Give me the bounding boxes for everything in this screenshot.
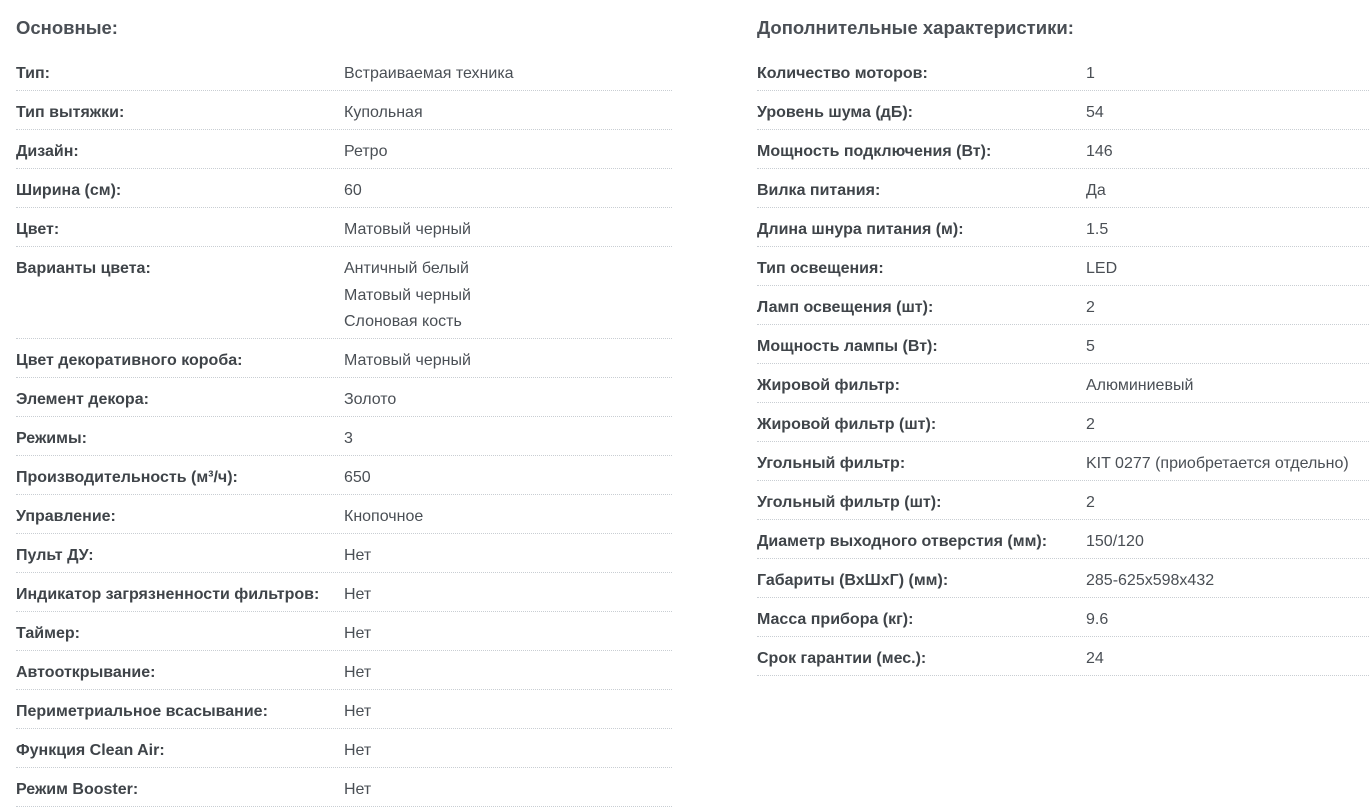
spec-values	[1086, 103, 1369, 122]
spec-value: 2	[1086, 416, 1095, 433]
spec-row	[16, 768, 672, 807]
spec-name: Срок гарантии (мес.):	[757, 650, 927, 667]
spec-name: Пульт ДУ:	[16, 547, 94, 564]
spec-name: Режимы:	[16, 430, 87, 447]
spec-row	[757, 442, 1369, 481]
spec-row	[16, 573, 672, 612]
spec-value: Нет	[344, 547, 372, 564]
spec-values	[344, 351, 672, 370]
spec-values	[344, 780, 672, 799]
spec-value: Матовый черный	[344, 221, 471, 238]
spec-name: Ширина (см):	[16, 182, 122, 199]
spec-values	[1086, 532, 1369, 551]
spec-name: Варианты цвета:	[16, 260, 151, 277]
spec-value: 1.5	[1086, 221, 1109, 238]
spec-values	[344, 181, 672, 200]
spec-value: Нет	[344, 625, 372, 642]
spec-name: Функция Clean Air:	[16, 742, 165, 759]
spec-name: Индикатор загрязненности фильтров:	[16, 586, 320, 603]
spec-values	[344, 702, 672, 721]
spec-row	[16, 339, 672, 378]
spec-values	[1086, 415, 1369, 434]
spec-values	[344, 507, 672, 526]
spec-name: Вилка питания:	[757, 182, 881, 199]
spec-values	[344, 546, 672, 565]
spec-values	[344, 259, 672, 331]
spec-row	[16, 417, 672, 456]
spec-name: Диаметр выходного отверстия (мм):	[757, 533, 1048, 550]
spec-row	[757, 208, 1369, 247]
spec-value: Нет	[344, 742, 372, 759]
spec-values	[1086, 259, 1369, 278]
spec-values	[1086, 454, 1369, 473]
spec-name: Масса прибора (кг):	[757, 611, 914, 628]
spec-values	[344, 142, 672, 161]
spec-name: Тип:	[16, 65, 50, 82]
spec-row	[16, 729, 672, 768]
spec-name: Периметриальное всасывание:	[16, 703, 268, 720]
spec-row	[757, 598, 1369, 637]
spec-name: Режим Booster:	[16, 781, 139, 798]
spec-name: Мощность лампы (Вт):	[757, 338, 938, 355]
spec-row	[757, 286, 1369, 325]
spec-value: 5	[1086, 338, 1095, 355]
spec-row	[757, 91, 1369, 130]
spec-values	[344, 585, 672, 604]
spec-value: 650	[344, 469, 371, 486]
spec-values	[1086, 610, 1369, 629]
spec-name: Жировой фильтр (шт):	[757, 416, 937, 433]
spec-name: Габариты (ВхШхГ) (мм):	[757, 572, 949, 589]
spec-values	[1086, 571, 1369, 590]
spec-value: Матовый черный	[344, 352, 471, 369]
spec-row	[757, 52, 1369, 91]
basic-specs-section	[16, 0, 672, 807]
spec-value: Слоновая кость	[344, 313, 462, 330]
spec-name: Тип вытяжки:	[16, 104, 125, 121]
spec-row	[16, 208, 672, 247]
spec-row	[757, 130, 1369, 169]
spec-value: Да	[1086, 182, 1106, 199]
spec-value: 3	[344, 430, 353, 447]
spec-row	[16, 91, 672, 130]
spec-value: 24	[1086, 650, 1104, 667]
spec-value: Ретро	[344, 143, 388, 160]
spec-row	[757, 364, 1369, 403]
spec-row	[16, 534, 672, 573]
spec-values	[344, 741, 672, 760]
spec-name: Длина шнура питания (м):	[757, 221, 964, 238]
spec-value: Золото	[344, 391, 397, 408]
spec-name: Дизайн:	[16, 143, 79, 160]
spec-name: Элемент декора:	[16, 391, 149, 408]
spec-value: 2	[1086, 494, 1095, 511]
spec-value: 285-625x598x432	[1086, 572, 1215, 589]
spec-name: Количество моторов:	[757, 65, 928, 82]
spec-values	[344, 64, 672, 83]
spec-row	[757, 637, 1369, 676]
spec-values	[1086, 337, 1369, 356]
spec-row	[757, 520, 1369, 559]
spec-row	[16, 495, 672, 534]
spec-value: 150/120	[1086, 533, 1144, 550]
spec-name: Мощность подключения (Вт):	[757, 143, 992, 160]
spec-name: Угольный фильтр:	[757, 455, 906, 472]
spec-name: Автооткрывание:	[16, 664, 156, 681]
spec-row	[757, 559, 1369, 598]
spec-name: Уровень шума (дБ):	[757, 104, 913, 121]
spec-row	[757, 481, 1369, 520]
spec-row	[16, 169, 672, 208]
basic-specs-title: Основные:	[16, 17, 118, 38]
spec-value: LED	[1086, 260, 1118, 277]
spec-row	[16, 247, 672, 339]
spec-values	[1086, 298, 1369, 317]
spec-value: 9.6	[1086, 611, 1109, 628]
spec-value: 54	[1086, 104, 1104, 121]
spec-value: 1	[1086, 65, 1095, 82]
spec-value: Встраиваемая техника	[344, 65, 514, 82]
additional-specs-list	[757, 52, 1369, 676]
spec-row	[16, 378, 672, 417]
spec-values	[344, 468, 672, 487]
spec-value: Матовый черный	[344, 286, 471, 304]
spec-row	[16, 690, 672, 729]
spec-value: Нет	[344, 781, 372, 798]
basic-specs-list	[16, 52, 672, 807]
spec-value: KIT 0277 (приобретается отдельно)	[1086, 455, 1349, 472]
spec-value: 146	[1086, 143, 1113, 160]
spec-values	[1086, 376, 1369, 395]
spec-name: Производительность (м³/ч):	[16, 469, 238, 486]
spec-values	[344, 103, 672, 122]
spec-row	[757, 247, 1369, 286]
spec-row	[757, 403, 1369, 442]
spec-value: 2	[1086, 299, 1095, 316]
spec-value: Алюминиевый	[1086, 377, 1194, 394]
spec-name: Цвет:	[16, 221, 60, 238]
spec-row	[16, 130, 672, 169]
spec-row	[16, 651, 672, 690]
spec-value: Нет	[344, 664, 372, 681]
spec-name: Угольный фильтр (шт):	[757, 494, 942, 511]
spec-values	[344, 220, 672, 239]
spec-name: Управление:	[16, 508, 116, 525]
spec-name: Ламп освещения (шт):	[757, 299, 934, 316]
spec-values	[1086, 649, 1369, 668]
spec-values	[344, 624, 672, 643]
spec-row	[16, 456, 672, 495]
spec-values	[1086, 64, 1369, 83]
spec-row	[16, 612, 672, 651]
spec-value: Античный белый	[344, 260, 469, 277]
spec-row	[757, 169, 1369, 208]
spec-name: Жировой фильтр:	[757, 377, 900, 394]
spec-values	[1086, 220, 1369, 239]
additional-specs-title: Дополнительные характеристики:	[757, 17, 1074, 38]
spec-name: Таймер:	[16, 625, 80, 642]
additional-specs-section	[757, 0, 1369, 676]
spec-row	[757, 325, 1369, 364]
spec-row	[16, 52, 672, 91]
spec-value: Нет	[344, 703, 372, 720]
spec-values	[1086, 493, 1369, 512]
spec-name: Тип освещения:	[757, 260, 884, 277]
spec-value: Купольная	[344, 104, 423, 121]
spec-values	[344, 429, 672, 448]
spec-values	[1086, 181, 1369, 200]
spec-value: Кнопочное	[344, 508, 424, 525]
spec-value: Нет	[344, 586, 372, 603]
spec-values	[344, 390, 672, 409]
spec-values	[1086, 142, 1369, 161]
spec-values	[344, 663, 672, 682]
spec-name: Цвет декоративного короба:	[16, 352, 243, 369]
spec-value: 60	[344, 182, 362, 199]
